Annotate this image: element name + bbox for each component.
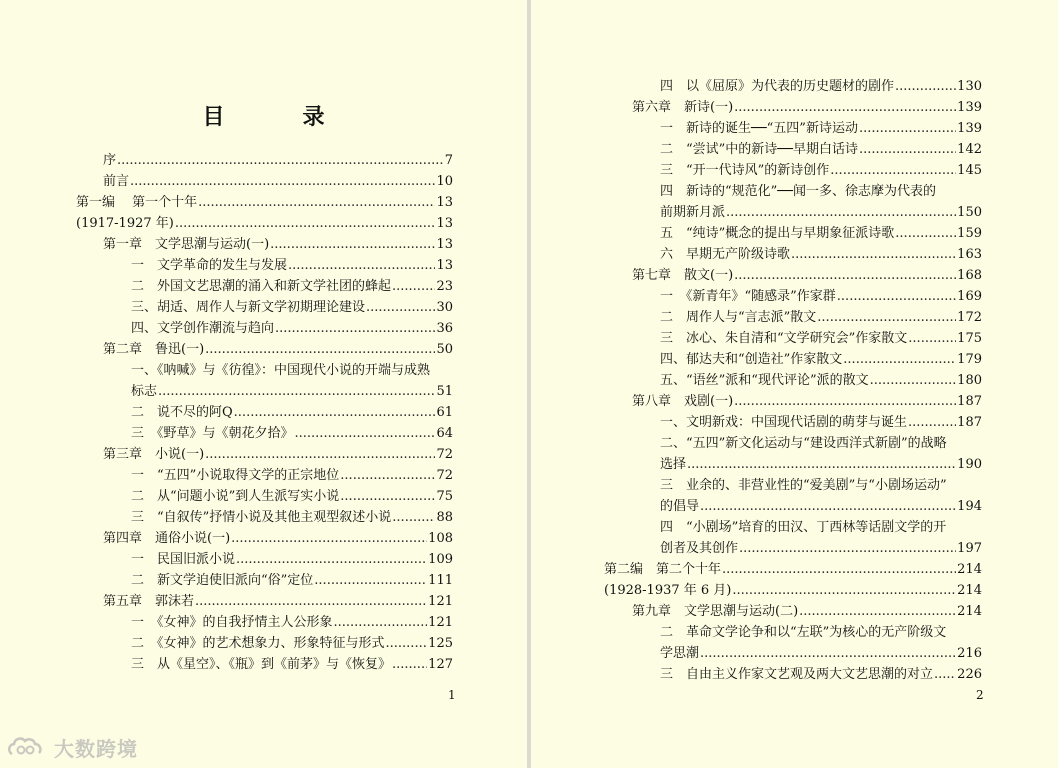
toc-entry[interactable] bbox=[660, 245, 982, 265]
toc-entry-page: 226 bbox=[957, 667, 982, 682]
toc-entry[interactable] bbox=[103, 235, 453, 255]
toc-entry[interactable] bbox=[660, 644, 982, 664]
toc-entry-text: 一 新诗的诞生──“五四”新诗运动 bbox=[660, 121, 858, 136]
toc-entry-text: 三 冰心、朱自清和“文学研究会”作家散文 bbox=[660, 331, 908, 346]
toc-entry[interactable] bbox=[131, 256, 453, 276]
leader-dots bbox=[392, 277, 435, 297]
toc-entry-page: 179 bbox=[957, 352, 982, 367]
leader-dots bbox=[734, 266, 956, 286]
toc-entry[interactable] bbox=[660, 182, 982, 202]
toc-entry[interactable] bbox=[131, 550, 453, 570]
toc-entry[interactable] bbox=[131, 424, 453, 444]
toc-entry-text: 创者及其创作 bbox=[660, 541, 739, 556]
toc-entry[interactable] bbox=[660, 623, 982, 643]
toc-entry-text: 前言 bbox=[103, 174, 130, 189]
leader-dots bbox=[392, 655, 427, 675]
leader-dots bbox=[236, 550, 427, 570]
toc-entry-page: 175 bbox=[957, 331, 982, 346]
leader-dots bbox=[734, 392, 956, 412]
toc-entry[interactable] bbox=[131, 487, 453, 507]
toc-entry[interactable] bbox=[131, 508, 453, 528]
toc-entry-page: 139 bbox=[957, 121, 982, 136]
leader-dots bbox=[934, 665, 956, 685]
toc-entry-page: 168 bbox=[957, 268, 982, 283]
toc-entry[interactable] bbox=[660, 665, 982, 685]
toc-entry-page: 214 bbox=[957, 562, 982, 577]
toc-entry-page: 125 bbox=[428, 636, 453, 651]
leader-dots bbox=[158, 382, 435, 402]
leader-dots bbox=[700, 497, 956, 517]
toc-entry[interactable] bbox=[131, 571, 453, 591]
toc-entry[interactable] bbox=[632, 266, 982, 286]
toc-entry-page: 10 bbox=[436, 174, 453, 189]
toc-entry-page: 13 bbox=[436, 237, 453, 252]
toc-entry-text: 标志 bbox=[131, 384, 158, 399]
toc-entry[interactable] bbox=[660, 161, 982, 181]
toc-entry-text: 二 《女神》的艺术想象力、形象特征与形式 bbox=[131, 636, 385, 651]
toc-entry-page: 197 bbox=[957, 541, 982, 556]
leader-dots bbox=[340, 466, 435, 486]
leader-dots bbox=[895, 77, 956, 97]
toc-list bbox=[531, 0, 1058, 768]
leader-dots bbox=[234, 403, 436, 423]
leader-dots bbox=[117, 151, 444, 171]
toc-entry[interactable] bbox=[660, 497, 982, 517]
toc-entry-text: 三 “自叙传”抒情小说及其他主观型叙述小说 bbox=[131, 510, 392, 525]
toc-entry-text: 一、文明新戏：中国现代话剧的萌芽与诞生 bbox=[660, 415, 908, 430]
leader-dots bbox=[366, 298, 435, 318]
toc-entry[interactable] bbox=[103, 340, 453, 360]
leader-dots bbox=[198, 193, 435, 213]
leader-dots bbox=[175, 214, 436, 234]
toc-entry[interactable] bbox=[131, 634, 453, 654]
toc-entry-page: 216 bbox=[957, 646, 982, 661]
toc-entry-text: 第七章 散文(一) bbox=[632, 268, 734, 283]
toc-entry-text: 四 新诗的“规范化”──闻一多、徐志摩为代表的 bbox=[660, 184, 936, 199]
toc-entry-page: 72 bbox=[436, 447, 453, 462]
toc-entry-text: 前期新月派 bbox=[660, 205, 726, 220]
toc-entry-page: 172 bbox=[957, 310, 982, 325]
toc-entry-text: 一 《新青年》“随感录”作家群 bbox=[660, 289, 836, 304]
toc-entry-page: 187 bbox=[957, 415, 982, 430]
leader-dots bbox=[870, 371, 957, 391]
watermark-text: 大数跨境 bbox=[54, 736, 138, 761]
leader-dots bbox=[334, 613, 428, 633]
toc-entry-page: 72 bbox=[436, 468, 453, 483]
toc-entry-text: 四 “小剧场”培育的田汉、丁西林等话剧文学的开 bbox=[660, 520, 947, 535]
toc-entry-page: 61 bbox=[436, 405, 453, 420]
toc-entry[interactable] bbox=[660, 539, 982, 559]
toc-entry-page: 13 bbox=[436, 195, 453, 210]
toc-entry[interactable] bbox=[660, 329, 982, 349]
toc-entry-text: 第八章 戏剧(一) bbox=[632, 394, 734, 409]
toc-entry-text: 四、郁达夫和“创造社”作家散文 bbox=[660, 352, 843, 367]
toc-entry-page: 139 bbox=[957, 100, 982, 115]
toc-entry-text: 六 早期无产阶级诗歌 bbox=[660, 247, 791, 262]
toc-entry[interactable] bbox=[131, 382, 453, 402]
toc-entry-text: 第一编 第一个十年 bbox=[76, 195, 198, 210]
watermark bbox=[6, 732, 138, 762]
toc-entry[interactable] bbox=[103, 529, 453, 549]
leader-dots bbox=[687, 455, 956, 475]
toc-entry[interactable] bbox=[632, 98, 982, 118]
leader-dots bbox=[837, 287, 956, 307]
toc-entry-text: 一 民国旧派小说 bbox=[131, 552, 236, 567]
right-page bbox=[531, 0, 1058, 768]
toc-entry-page: 13 bbox=[436, 258, 453, 273]
toc-entry-page: 194 bbox=[957, 499, 982, 514]
toc-entry-text: 四 以《屈原》为代表的历史题材的剧作 bbox=[660, 79, 895, 94]
toc-entry-text: 三 从《星空》、《瓶》到《前茅》与《恢复》 bbox=[131, 657, 392, 672]
toc-entry-page: 88 bbox=[436, 510, 453, 525]
toc-entry[interactable] bbox=[660, 203, 982, 223]
toc-entry-page: 13 bbox=[436, 216, 453, 231]
toc-entry-text: 第九章 文学思潮与运动(二) bbox=[632, 604, 799, 619]
leader-dots bbox=[314, 571, 427, 591]
toc-entry-text: 一、《呐喊》与《彷徨》：中国现代小说的开端与成熟 bbox=[131, 363, 431, 378]
page-number: 1 bbox=[448, 688, 456, 702]
leader-dots bbox=[739, 539, 956, 559]
toc-entry-text: 二 说不尽的阿Q bbox=[131, 405, 233, 420]
toc-entry-text: 二 外国文艺思潮的涌入和新文学社团的蜂起 bbox=[131, 279, 392, 294]
leader-dots bbox=[830, 161, 956, 181]
toc-entry[interactable] bbox=[131, 298, 453, 318]
leader-dots bbox=[895, 224, 956, 244]
toc-entry-page: 7 bbox=[444, 153, 453, 168]
toc-entry[interactable] bbox=[660, 224, 982, 244]
toc-entry-text: 三 《野草》与《朝花夕拾》 bbox=[131, 426, 294, 441]
toc-entry-page: 214 bbox=[957, 583, 982, 598]
toc-entry[interactable] bbox=[103, 151, 453, 171]
toc-entry-page: 169 bbox=[957, 289, 982, 304]
toc-entry[interactable] bbox=[660, 371, 982, 391]
toc-entry-page: 190 bbox=[957, 457, 982, 472]
toc-entry[interactable] bbox=[103, 445, 453, 465]
toc-entry-text: 二 “尝试”中的新诗──早期白话诗 bbox=[660, 142, 858, 157]
toc-entry-page: 214 bbox=[957, 604, 982, 619]
toc-entry-text: 第五章 郭沫若 bbox=[103, 594, 195, 609]
leader-dots bbox=[908, 329, 956, 349]
toc-entry-page: 159 bbox=[957, 226, 982, 241]
toc-entry-page: 36 bbox=[436, 321, 453, 336]
toc-entry-page: 180 bbox=[957, 373, 982, 388]
page-title: 目 录 bbox=[202, 104, 353, 130]
toc-entry[interactable] bbox=[131, 466, 453, 486]
leader-dots bbox=[859, 140, 956, 160]
toc-entry-page: 150 bbox=[957, 205, 982, 220]
toc-entry[interactable] bbox=[632, 602, 982, 622]
toc-entry-text: 一 “五四”小说取得文学的正宗地位 bbox=[131, 468, 340, 483]
toc-entry-text: 第二编 第二个十年 bbox=[604, 562, 722, 577]
toc-entry[interactable] bbox=[131, 361, 453, 381]
toc-entry-page: 64 bbox=[436, 426, 453, 441]
toc-entry-text: 第一章 文学思潮与运动(一) bbox=[103, 237, 270, 252]
toc-entry[interactable] bbox=[604, 581, 982, 601]
toc-entry-page: 108 bbox=[428, 531, 453, 546]
toc-entry-page: 145 bbox=[957, 163, 982, 178]
leader-dots bbox=[732, 581, 956, 601]
toc-entry[interactable] bbox=[660, 434, 982, 454]
toc-entry[interactable] bbox=[660, 476, 982, 496]
toc-entry-text: (1928-1937 年 6 月) bbox=[604, 583, 732, 598]
leader-dots bbox=[270, 235, 435, 255]
toc-entry-text: 二 革命文学论争和以“左联”为核心的无产阶级文 bbox=[660, 625, 947, 640]
toc-entry-page: 187 bbox=[957, 394, 982, 409]
toc-entry-text: 五、“语丝”派和“现代评论”派的散文 bbox=[660, 373, 869, 388]
leader-dots bbox=[340, 487, 435, 507]
toc-entry-text: 三 “开一代诗风”的新诗创作 bbox=[660, 163, 830, 178]
toc-entry[interactable] bbox=[632, 392, 982, 412]
toc-entry-text: 的倡导 bbox=[660, 499, 700, 514]
toc-entry-page: 75 bbox=[436, 489, 453, 504]
leader-dots bbox=[908, 413, 956, 433]
toc-entry-text: 选择 bbox=[660, 457, 687, 472]
toc-entry[interactable] bbox=[131, 403, 453, 423]
toc-entry[interactable] bbox=[660, 287, 982, 307]
toc-entry[interactable] bbox=[660, 308, 982, 328]
toc-entry[interactable] bbox=[131, 319, 453, 339]
leader-dots bbox=[843, 350, 956, 370]
toc-entry[interactable] bbox=[660, 518, 982, 538]
toc-entry-page: 163 bbox=[957, 247, 982, 262]
toc-entry-page: 50 bbox=[436, 342, 453, 357]
toc-entry[interactable] bbox=[131, 613, 453, 633]
toc-entry-text: 第四章 通俗小说(一) bbox=[103, 531, 231, 546]
toc-entry-page: 109 bbox=[428, 552, 453, 567]
toc-entry-text: 三 业余的、非营业性的“爱美剧”与“小剧场运动” bbox=[660, 478, 947, 493]
leader-dots bbox=[726, 203, 956, 223]
toc-entry[interactable] bbox=[660, 119, 982, 139]
toc-entry-text: 二 从“问题小说”到人生派写实小说 bbox=[131, 489, 340, 504]
leader-dots bbox=[295, 424, 436, 444]
toc-entry-text: 一 《女神》的自我抒情主人公形象 bbox=[131, 615, 333, 630]
toc-entry[interactable] bbox=[131, 277, 453, 297]
page-number: 2 bbox=[976, 688, 984, 702]
leader-dots bbox=[817, 308, 956, 328]
leader-dots bbox=[700, 644, 956, 664]
toc-entry-text: 第二章 鲁迅(一) bbox=[103, 342, 205, 357]
toc-entry-text: 四、文学创作潮流与趋向 bbox=[131, 321, 275, 336]
left-page bbox=[0, 0, 527, 768]
leader-dots bbox=[799, 602, 956, 622]
toc-entry[interactable] bbox=[660, 140, 982, 160]
leader-dots bbox=[275, 319, 435, 339]
toc-entry-page: 121 bbox=[428, 594, 453, 609]
toc-entry[interactable] bbox=[660, 413, 982, 433]
leader-dots bbox=[205, 340, 435, 360]
toc-entry[interactable] bbox=[103, 592, 453, 612]
toc-entry-page: 51 bbox=[436, 384, 453, 399]
toc-entry-text: 第六章 新诗(一) bbox=[632, 100, 734, 115]
toc-list bbox=[0, 0, 527, 768]
toc-entry-text: 一 文学革命的发生与发展 bbox=[131, 258, 288, 273]
toc-entry-page: 111 bbox=[428, 573, 453, 588]
toc-entry[interactable] bbox=[660, 350, 982, 370]
toc-entry-text: 五 “纯诗”概念的提出与早期象征派诗歌 bbox=[660, 226, 895, 241]
leader-dots bbox=[195, 592, 427, 612]
toc-entry-page: 121 bbox=[428, 615, 453, 630]
toc-entry[interactable] bbox=[660, 455, 982, 475]
leader-dots bbox=[791, 245, 956, 265]
toc-entry-text: 三 自由主义作家文艺观及两大文艺思潮的对立 bbox=[660, 667, 934, 682]
toc-entry-text: 二 周作人与“言志派”散文 bbox=[660, 310, 817, 325]
leader-dots bbox=[722, 560, 956, 580]
toc-entry[interactable] bbox=[131, 655, 453, 675]
toc-entry-text: 学思潮 bbox=[660, 646, 700, 661]
toc-entry-text: 序 bbox=[103, 153, 117, 168]
leader-dots bbox=[205, 445, 435, 465]
leader-dots bbox=[392, 508, 435, 528]
toc-entry-page: 142 bbox=[957, 142, 982, 157]
toc-entry-text: 第三章 小说(一) bbox=[103, 447, 205, 462]
toc-entry[interactable] bbox=[76, 214, 453, 234]
toc-entry[interactable] bbox=[103, 172, 453, 192]
leader-dots bbox=[386, 634, 428, 654]
leader-dots bbox=[130, 172, 435, 192]
toc-entry-text: (1917-1927 年) bbox=[76, 216, 174, 231]
leader-dots bbox=[288, 256, 435, 276]
toc-entry-page: 30 bbox=[436, 300, 453, 315]
leader-dots bbox=[734, 98, 956, 118]
toc-entry-text: 二、“五四”新文化运动与“建设西洋式新剧”的战略 bbox=[660, 436, 947, 451]
toc-entry[interactable] bbox=[604, 560, 982, 580]
toc-entry-page: 127 bbox=[428, 657, 453, 672]
cloud-swirl-icon bbox=[6, 732, 50, 762]
toc-entry[interactable] bbox=[660, 77, 982, 97]
toc-entry-text: 三、胡适、周作人与新文学初期理论建设 bbox=[131, 300, 366, 315]
toc-entry-page: 23 bbox=[436, 279, 453, 294]
toc-entry-text: 二 新文学迫使旧派向“俗”定位 bbox=[131, 573, 314, 588]
toc-entry-page: 130 bbox=[957, 79, 982, 94]
leader-dots bbox=[231, 529, 427, 549]
leader-dots bbox=[859, 119, 956, 139]
toc-entry[interactable] bbox=[76, 193, 453, 213]
